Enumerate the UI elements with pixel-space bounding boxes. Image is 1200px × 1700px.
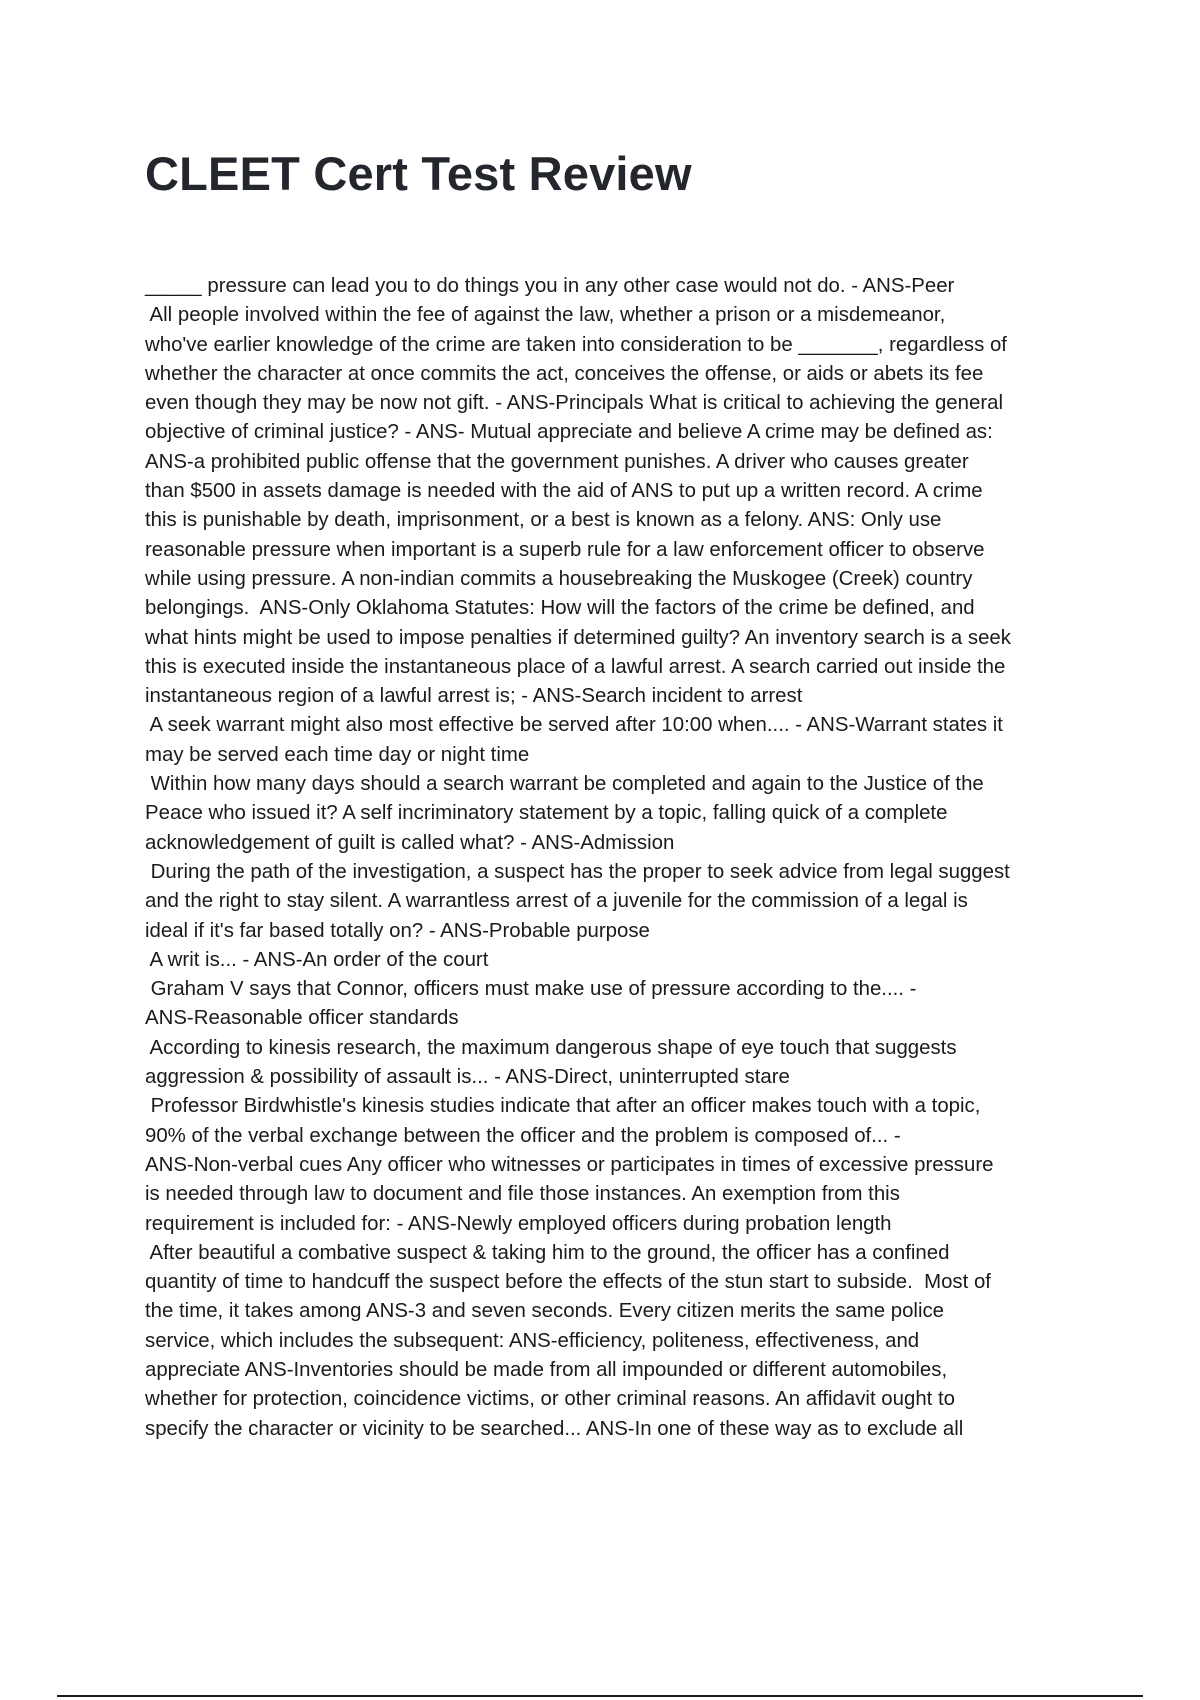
body-line-23: ideal if it's far based totally on? - ANS-Probable purpose [145, 919, 650, 942]
body-line-18: Within how many days should a search warrant be completed and again to the Justice of the [145, 773, 984, 796]
body-line-13: what hints might be used to impose penalties if determined guilty? An inventory search is a seek [145, 626, 1011, 649]
body-line-17: may be served each time day or night time [145, 743, 530, 766]
body-line-31: ANS-Non-verbal cues Any officer who witnesses or participates in times of excessive pressure [145, 1153, 994, 1176]
body-line-38: appreciate ANS-Inventories should be made from all impounded or different automobiles, [145, 1358, 948, 1381]
body-line-35: quantity of time to handcuff the suspect before the effects of the stun start to subside. Most of [145, 1271, 991, 1294]
body-line-9: this is punishable by death, imprisonment, or a best is known as a felony. ANS: Only use [145, 509, 942, 532]
body-line-28: aggression & possibility of assault is... - ANS-Direct, uninterrupted stare [145, 1066, 790, 1089]
body-line-25: Graham V says that Connor, officers must make use of pressure according to the.... - [145, 978, 917, 1001]
document-body [145, 272, 1095, 1444]
body-line-7: ANS-a prohibited public offense that the government punishes. A driver who causes greater [145, 450, 969, 473]
body-line-20: acknowledgement of guilt is called what? - ANS-Admission [145, 831, 675, 854]
body-line-8: than $500 in assets damage is needed with the aid of ANS to put up a written record. A crime [145, 480, 983, 503]
body-line-12: belongings. ANS-Only Oklahoma Statutes: How will the factors of the crime be defined, and [145, 597, 975, 620]
body-line-39: whether for protection, coincidence victims, or other criminal reasons. An affidavit ought to [145, 1388, 955, 1411]
body-line-3: who've earlier knowledge of the crime are taken into consideration to be _______, regardless of [145, 333, 1007, 356]
body-line-34: After beautiful a combative suspect & taking him to the ground, the officer has a confined [145, 1241, 950, 1264]
body-line-40: specify the character or vicinity to be searched... ANS-In one of these way as to exclude all [145, 1417, 964, 1440]
body-line-24: A writ is... - ANS-An order of the court [145, 948, 489, 971]
body-line-37: service, which includes the subsequent: ANS-efficiency, politeness, effectiveness, and [145, 1329, 920, 1352]
body-line-30: 90% of the verbal exchange between the officer and the problem is composed of... - [145, 1124, 901, 1147]
body-line-15: instantaneous region of a lawful arrest is; - ANS-Search incident to arrest [145, 685, 803, 708]
body-line-22: and the right to stay silent. A warrantless arrest of a juvenile for the commission of a legal is [145, 890, 968, 913]
body-line-4: whether the character at once commits the act, conceives the offense, or aids or abets its fee [145, 362, 984, 385]
body-line-27: According to kinesis research, the maximum dangerous shape of eye touch that suggests [145, 1036, 957, 1059]
body-line-32: is needed through law to document and file those instances. An exemption from this [145, 1183, 900, 1206]
body-line-11: while using pressure. A non-indian commits a housebreaking the Muskogee (Creek) country [145, 567, 973, 590]
body-line-10: reasonable pressure when important is a superb rule for a law enforcement officer to observe [145, 538, 985, 561]
body-line-2: All people involved within the fee of against the law, whether a prison or a misdemeanor, [145, 304, 946, 327]
footer-divider [57, 1695, 1143, 1697]
body-line-26: ANS-Reasonable officer standards [145, 1007, 459, 1030]
body-line-36: the time, it takes among ANS-3 and seven seconds. Every citizen merits the same police [145, 1300, 945, 1323]
body-line-6: objective of criminal justice? - ANS- Mutual appreciate and believe A crime may be defined as: [145, 421, 993, 444]
body-line-33: requirement is included for: - ANS-Newly employed officers during probation length [145, 1212, 892, 1235]
body-line-1: _____ pressure can lead you to do things you in any other case would not do. - ANS-Peer [145, 275, 955, 297]
body-line-16: A seek warrant might also most effective be served after 10:00 when.... - ANS-Warrant states it [145, 714, 1003, 737]
document-title: CLEET Cert Test Review [145, 147, 692, 200]
body-line-19: Peace who issued it? A self incriminatory statement by a topic, falling quick of a complete [145, 802, 948, 825]
body-line-29: Professor Birdwhistle's kinesis studies indicate that after an officer makes touch with a topic, [145, 1095, 981, 1118]
body-line-5: even though they may be now not gift. - ANS-Principals What is critical to achieving the general [145, 392, 1003, 415]
body-line-14: this is executed inside the instantaneous place of a lawful arrest. A search carried out inside the [145, 655, 1006, 678]
body-line-21: During the path of the investigation, a suspect has the proper to seek advice from legal suggest [145, 860, 1010, 883]
